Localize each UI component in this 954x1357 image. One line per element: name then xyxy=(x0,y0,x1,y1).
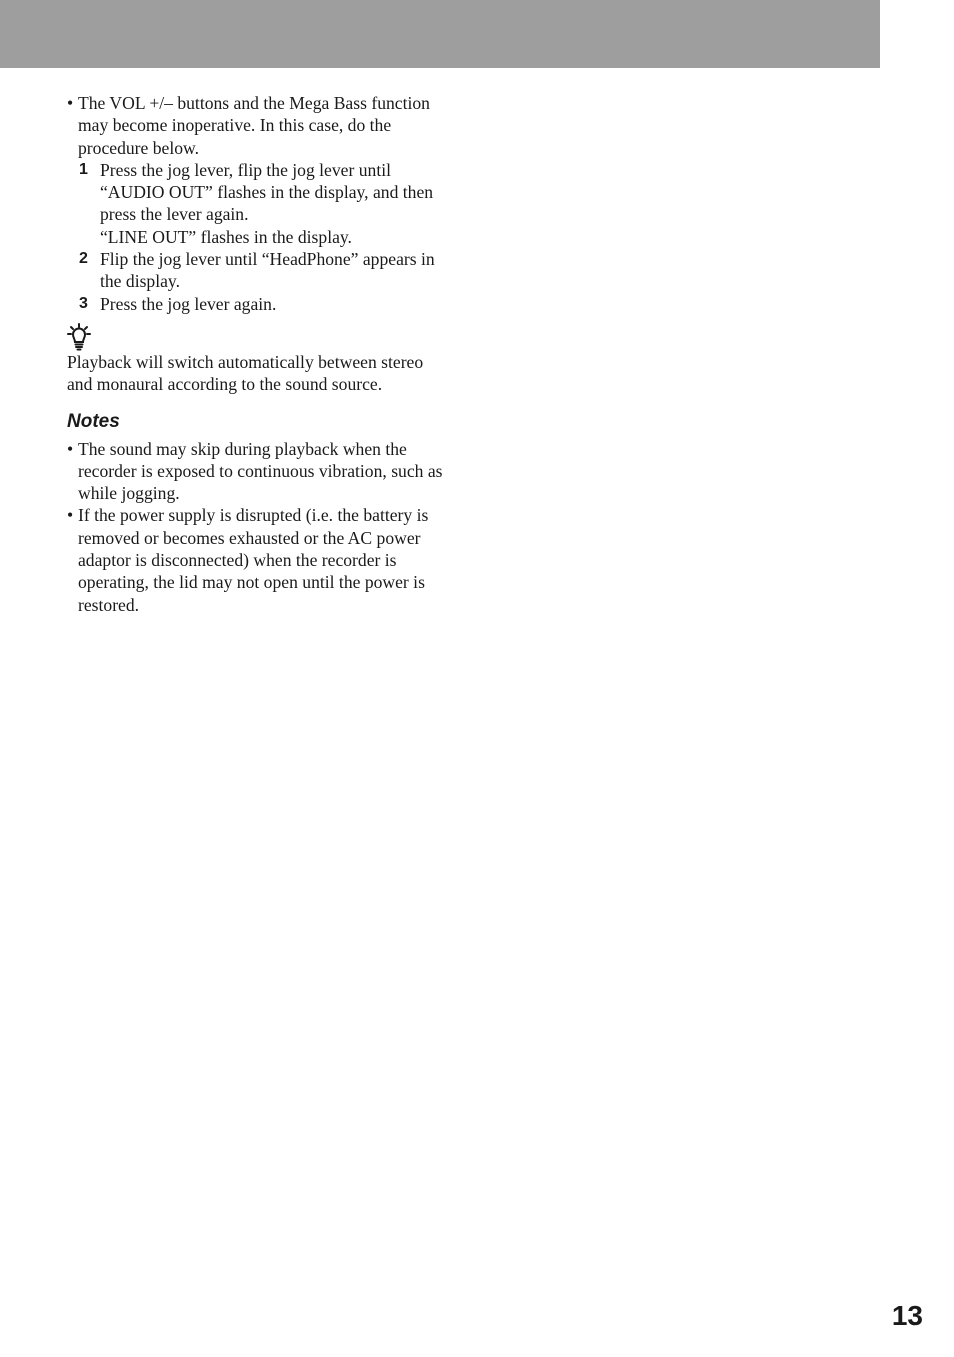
lightbulb-icon xyxy=(67,323,91,351)
header-band xyxy=(0,0,880,68)
main-column xyxy=(67,92,447,616)
step-3 xyxy=(67,293,447,315)
step-2 xyxy=(67,248,447,293)
step-note: “LINE OUT” flashes in the display. xyxy=(100,226,352,247)
step-text: Flip the jog lever until “HeadPhone” appears in the display. xyxy=(100,249,435,292)
step-text: Press the jog lever again. xyxy=(100,293,277,314)
step-number: 2 xyxy=(79,250,88,268)
step-text: Press the jog lever, flip the jog lever until “AUDIO OUT” flashes in the display, and then press the lever again. xyxy=(100,159,434,225)
step-number: 3 xyxy=(79,294,88,312)
note-text: The sound may skip during playback when the recorder is exposed to continuous vibration, such as while jogging. xyxy=(78,438,443,504)
intro-bullet xyxy=(67,92,447,159)
page-number: 13 xyxy=(891,1300,923,1331)
step-1 xyxy=(67,159,447,248)
bullet-marker: • xyxy=(67,438,74,459)
intro-bullet-text: The VOL +/– buttons and the Mega Bass function may become inoperative. In this case, do the procedure below. xyxy=(78,93,430,158)
notes-heading: Notes xyxy=(67,410,120,432)
note-text: If the power supply is disrupted (i.e. the battery is removed or becomes exhausted or the AC power adaptor is disconnected) when the recorder is operating, the lid may not open until the power is restored. xyxy=(78,505,429,615)
step-number: 1 xyxy=(79,160,88,178)
bullet-marker: • xyxy=(67,93,74,113)
procedure-steps xyxy=(67,159,447,315)
tip-text: Playback will switch automatically between stereo and monaural according to the sound source. xyxy=(67,351,424,395)
note-item xyxy=(67,438,447,505)
bullet-marker: • xyxy=(67,505,74,526)
note-item xyxy=(67,504,447,615)
